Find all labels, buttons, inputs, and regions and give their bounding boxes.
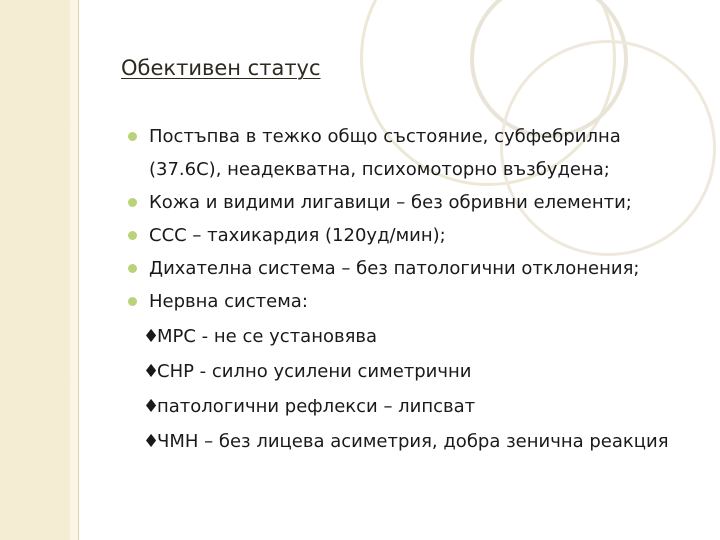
bullet-item: [127, 285, 697, 318]
sub-list-item: [127, 425, 697, 458]
diamond-bullet-icon: ♦: [143, 431, 160, 452]
bullet-text: Нервна система:: [149, 291, 308, 312]
sub-item-text: ЧМН – без лицева асиметрия, добра зенична реакция: [157, 431, 669, 452]
decorative-side-panel: [0, 0, 79, 540]
bullet-dot-icon: [128, 231, 137, 240]
bullet-item: [127, 186, 697, 219]
bullet-dot-icon: [128, 297, 137, 306]
diamond-bullet-icon: ♦: [143, 326, 160, 347]
bullet-text: ССС – тахикардия (120уд/мин);: [149, 225, 446, 246]
bullet-text: Кожа и видими лигавици – без обривни елементи;: [149, 192, 632, 213]
slide-content: [127, 120, 697, 458]
bullet-text: Постъпва в тежко общо състояние, субфебрилна (37.6С), неадекватна, психомоторно възбудена;: [149, 126, 621, 180]
bullet-dot-icon: [128, 264, 137, 273]
bullet-item: [127, 219, 697, 252]
diamond-bullet-icon: ♦: [143, 396, 160, 417]
slide-title: Обективен статус: [121, 56, 321, 80]
sub-list-item: [127, 320, 697, 353]
sub-list-item: [127, 355, 697, 388]
sub-list-item: [127, 390, 697, 423]
diamond-bullet-icon: ♦: [143, 361, 160, 382]
sub-item-text: патологични рефлекси – липсват: [157, 396, 476, 417]
bullet-item: [127, 252, 697, 285]
decorative-side-panel-inner: [0, 0, 70, 540]
bullet-dot-icon: [128, 198, 137, 207]
bullet-dot-icon: [128, 132, 137, 141]
bullet-item: [127, 120, 697, 186]
sub-item-text: МРС - не се установява: [157, 326, 378, 347]
sub-item-text: СНР - силно усилени симетрични: [157, 361, 472, 382]
bullet-text: Дихателна система – без патологични отклонения;: [149, 258, 640, 279]
